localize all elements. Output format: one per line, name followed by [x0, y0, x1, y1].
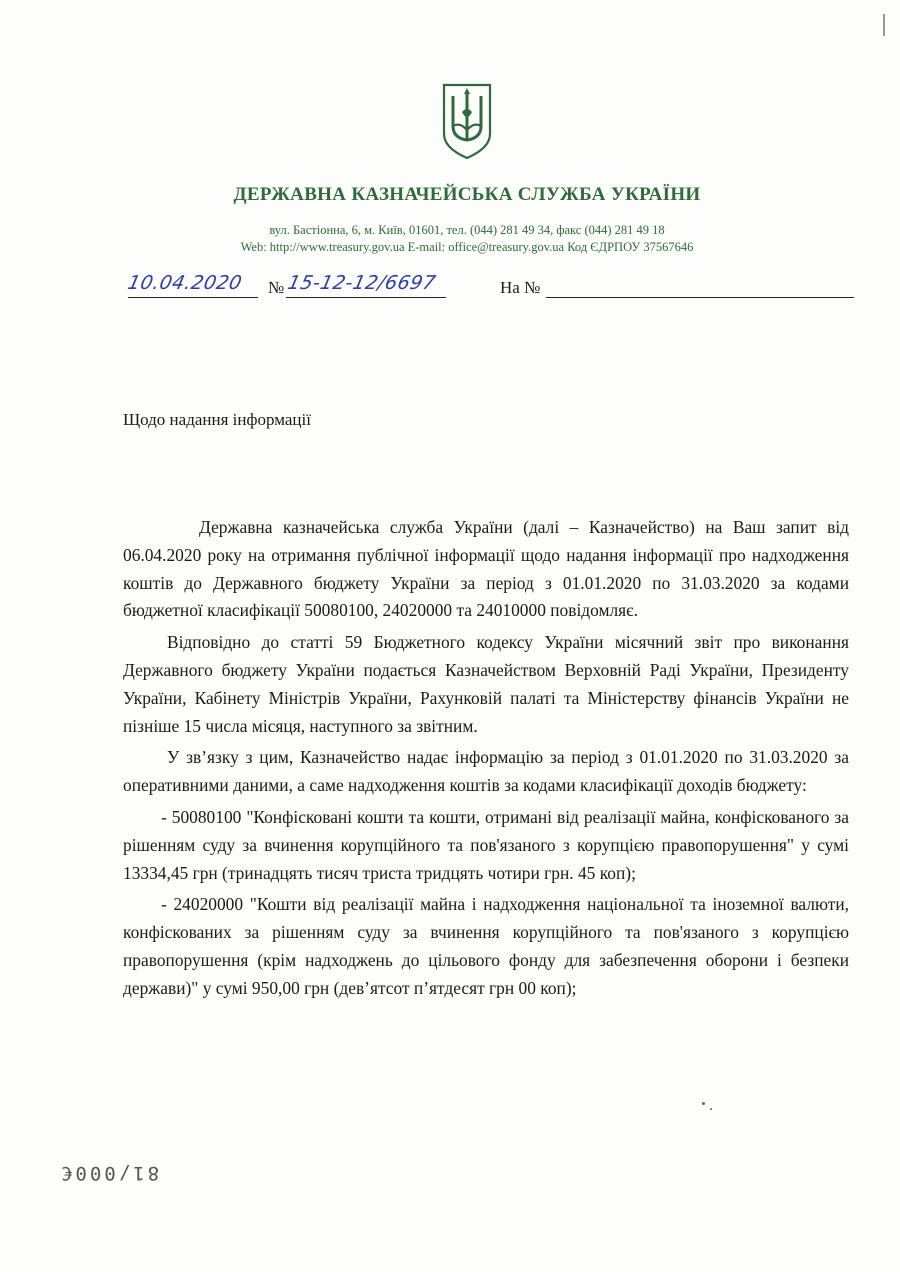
organization-name: ДЕРЖАВНА КАЗНАЧЕЙСЬКА СЛУЖБА УКРАЇНИ: [233, 184, 701, 205]
paragraph-legal-basis: Відповідно до статті 59 Бюджетного кодексу України місячний звіт про виконання Державного бюджету України подається Казначейством Верховній Раді України, Президенту України, Кабінету Міністрів України, Рахунковій палаті та Міністерству фінансів України не пізніше 15 числа місяця, наступного за звітним.: [123, 632, 849, 736]
reply-to-line: [546, 297, 854, 298]
registration-row: [125, 272, 858, 302]
coat-of-arms-icon: [441, 82, 493, 160]
inverted-stamp-number: 81/000€: [58, 1162, 160, 1184]
handwritten-reg-number: 15-12-12/6697: [285, 272, 438, 294]
scan-speck: [710, 1108, 712, 1110]
letter-subject: Щодо надання інформації: [123, 410, 311, 429]
scan-mark: [883, 14, 885, 36]
handwritten-date: 10.04.2020: [125, 272, 245, 294]
number-label: №: [268, 278, 285, 297]
date-underline: [128, 297, 258, 298]
address-line: вул. Бастіонна, 6, м. Київ, 01601, тел. (044) 281 49 34, факс (044) 281 49 18: [269, 223, 665, 237]
list-item-50080100: - 50080100 "Конфісковані кошти та кошти, отримані від реалізації майна, конфіскованого за рішенням суду за вчинення корупційного та пов'язаного з корупцією правопорушення" у сумі 13334,45 грн (тринадцять тисяч триста тридцять чотири грн. 45 коп);: [123, 806, 849, 883]
paragraph-information: У зв’язку з цим, Казначейство надає інформацію за період з 01.01.2020 по 31.03.2020 за оперативними даними, а саме надходження коштів за кодами класифікації доходів бюджету:: [123, 747, 849, 796]
organization-contacts: [0, 222, 900, 256]
paragraph-intro: Державна казначейська служба України (далі – Казначейство) на Ваш запит від 06.04.2020 року на отримання публічної інформації щодо надання інформації про надходження коштів до Державного бюджету України за період з 01.01.2020 по 31.03.2020 за кодами бюджетної класифікації 50080100, 24020000 та 24010000 повідомляє.: [123, 517, 849, 621]
number-underline: [286, 297, 446, 298]
reply-to-label: На №: [500, 278, 541, 297]
web-email-line: Web: http://www.treasury.gov.ua E-mail: office@treasury.gov.ua Код ЄДРПОУ 37567646: [240, 240, 694, 254]
scan-speck: [702, 1102, 705, 1105]
letter-body: [123, 514, 849, 1007]
list-item-24020000: - 24020000 "Кошти від реалізації майна і надходження національної та іноземної валюти, конфіскованих за рішенням суду за вчинення корупційного та пов'язаного з корупцією правопорушення (крім надходжень до цільового фонду для забезпечення оборони і безпеки держави)" у сумі 950,00 грн (дев’ятсот п’ятдесят грн 00 коп);: [123, 894, 849, 998]
